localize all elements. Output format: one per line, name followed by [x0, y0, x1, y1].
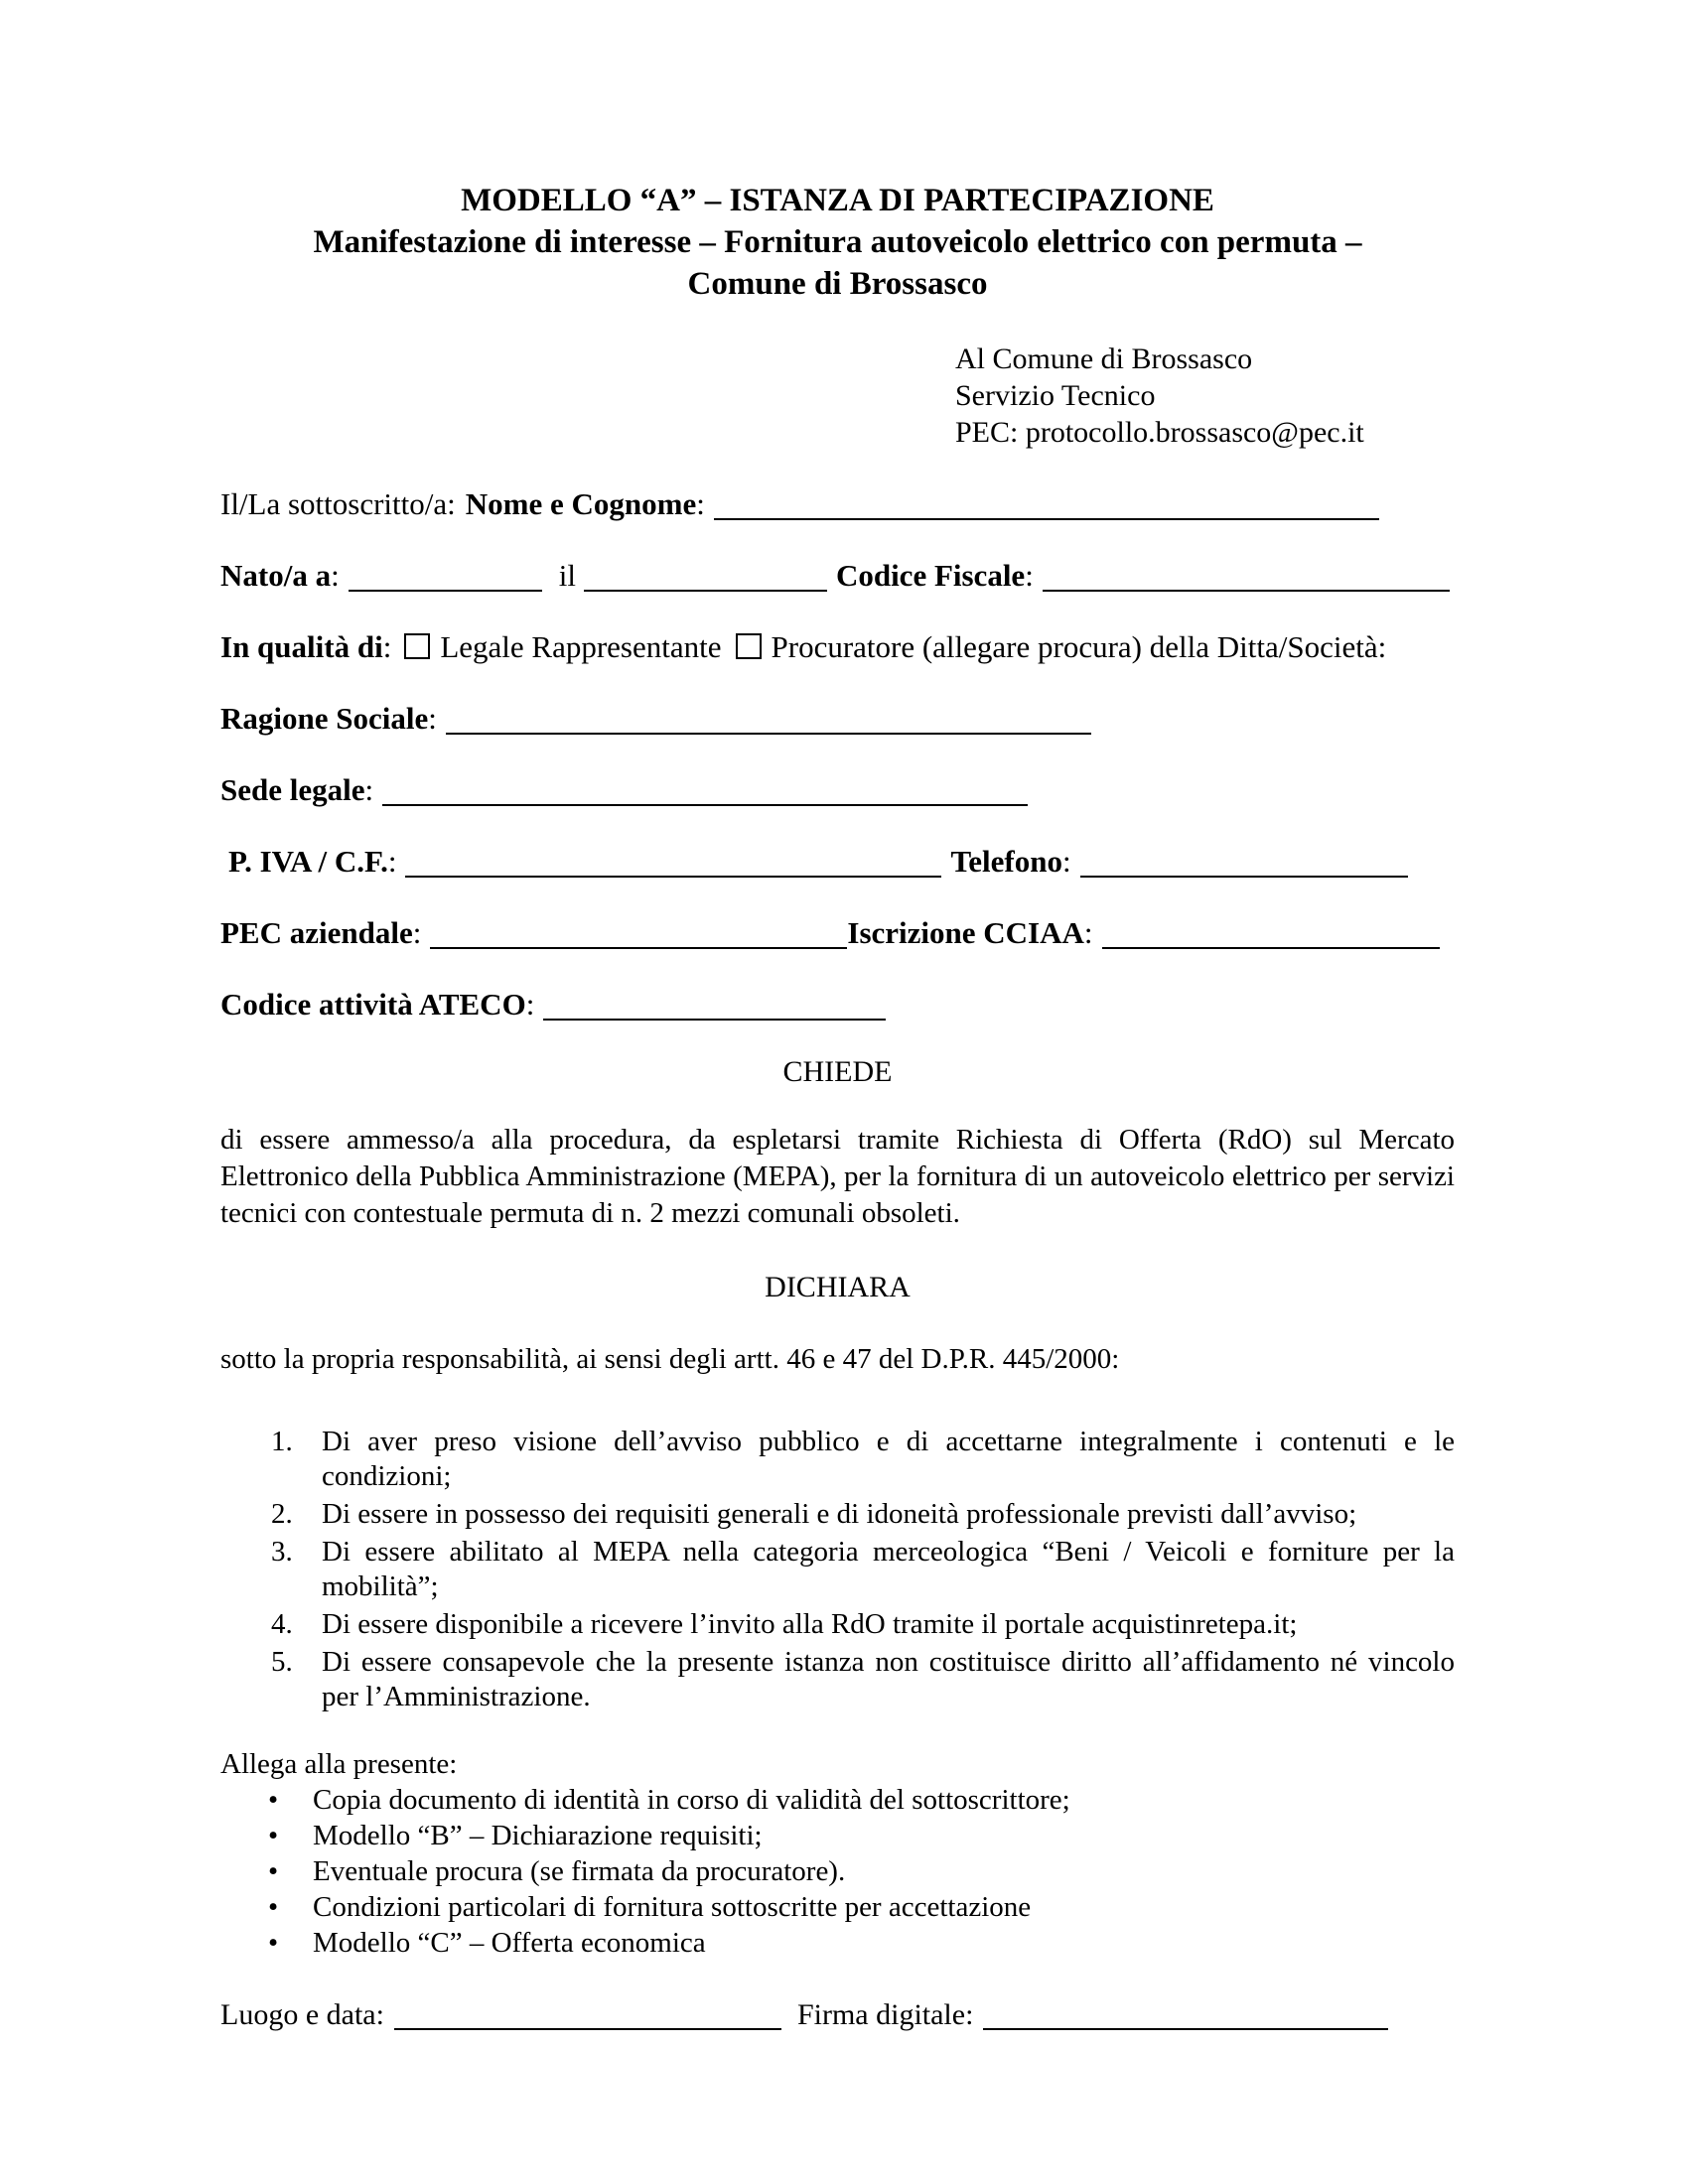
in-qualita-di-label: In qualità di	[220, 629, 383, 664]
attachment-item-5	[220, 1925, 1455, 1961]
ragione-sociale-label: Ragione Sociale	[220, 701, 429, 736]
declaration-item-4	[220, 1607, 1455, 1642]
attachment-item-2	[220, 1818, 1455, 1853]
iscrizione-cciaa-fill-line[interactable]	[1102, 946, 1440, 949]
field-row-ragione-sociale: Ragione Sociale:	[220, 701, 1455, 737]
firma-digitale-label: Firma digitale:	[796, 1998, 974, 2031]
field-row-qualita: In qualità di: Legale Rappresentante Procuratore (allegare procura) della Ditta/Società:	[220, 629, 1387, 664]
declaration-text-5: Di essere consapevole che la presente istanza non costituisce diritto all’affidamento né vincolo per l’Amministrazione.	[322, 1646, 1455, 1712]
telefono-fill-line[interactable]	[1080, 875, 1408, 878]
nato-a-fill-line[interactable]	[349, 589, 542, 592]
bullet-icon: •	[268, 1891, 279, 1923]
declaration-text-4: Di essere disponibile a ricevere l’invito alla RdO tramite il portale acquistinretepa.it;	[322, 1608, 1298, 1640]
attachments-list	[220, 1782, 1455, 1961]
nome-cognome-label: Nome e Cognome	[465, 486, 697, 521]
ragione-sociale-fill-line[interactable]	[446, 732, 1091, 735]
field-row-piva-telefono: P. IVA / C.F.: Telefono:	[220, 844, 1455, 880]
declaration-number-5: 5.	[271, 1646, 293, 1678]
iscrizione-cciaa-label: Iscrizione CCIAA	[847, 915, 1084, 950]
declaration-item-2	[220, 1497, 1455, 1532]
declaration-item-3	[220, 1535, 1455, 1604]
title-line-2: Manifestazione di interesse – Fornitura autoveicolo elettrico con permuta –	[313, 224, 1362, 260]
field-row-nascita: Nato/a a: il Codice Fiscale:	[220, 558, 1455, 594]
declaration-item-5	[220, 1645, 1455, 1714]
telefono-label: Telefono	[950, 844, 1062, 879]
luogo-data-label: Luogo e data:	[220, 1998, 384, 2031]
attachment-item-3	[220, 1853, 1455, 1889]
attachments-heading: Allega alla presente:	[220, 1748, 458, 1780]
declarations-list	[220, 1425, 1455, 1714]
codice-ateco-label: Codice attività ATECO	[220, 987, 526, 1022]
codice-ateco-fill-line[interactable]	[543, 1018, 886, 1021]
sottoscritto-prefix: Il/La sottoscritto/a:	[220, 486, 456, 521]
document-title	[220, 180, 1455, 305]
declaration-number-1: 1.	[271, 1426, 293, 1457]
piva-cf-label: P. IVA / C.F.	[228, 844, 388, 879]
luogo-data-fill-line[interactable]	[394, 2027, 781, 2030]
bullet-icon: •	[268, 1855, 279, 1887]
il-label: il	[558, 558, 576, 593]
piva-cf-fill-line[interactable]	[405, 875, 941, 878]
chiede-heading: CHIEDE	[782, 1055, 893, 1088]
data-nascita-fill-line[interactable]	[584, 589, 827, 592]
nato-a-label: Nato/a a	[220, 558, 332, 593]
declaration-item-1	[220, 1425, 1455, 1494]
field-row-sede-legale: Sede legale:	[220, 772, 1455, 808]
recipient-address	[955, 341, 1455, 451]
pec-aziendale-fill-line[interactable]	[430, 946, 847, 949]
dichiara-heading: DICHIARA	[765, 1271, 911, 1303]
pec-aziendale-label: PEC aziendale	[220, 915, 413, 950]
chiede-paragraph: di essere ammesso/a alla procedura, da espletarsi tramite Richiesta di Offerta (RdO) sul Mercato Elettronico della Pubblica Amministrazione (MEPA), per la fornitura di un autoveicolo elettrico per servizi tecnici con contestuale permuta di n. 2 mezzi comunali obsoleti.	[220, 1124, 1455, 1229]
dichiara-intro: sotto la propria responsabilità, ai sensi degli artt. 46 e 47 del D.P.R. 445/2000:	[220, 1343, 1120, 1375]
attachment-item-4	[220, 1889, 1455, 1925]
bullet-icon: •	[268, 1784, 279, 1816]
codice-fiscale-label: Codice Fiscale	[835, 558, 1026, 593]
title-line-3: Comune di Brossasco	[687, 266, 988, 302]
procuratore-option-label: Procuratore (allegare procura) della Ditta/Società:	[771, 629, 1387, 664]
field-row-ateco: Codice attività ATECO:	[220, 987, 1455, 1023]
field-row-sottoscritto: Il/La sottoscritto/a: Nome e Cognome:	[220, 486, 1455, 522]
title-line-1: MODELLO “A” – ISTANZA DI PARTECIPAZIONE	[461, 183, 1214, 218]
attachment-text-3: Eventuale procura (se firmata da procuratore).	[313, 1855, 846, 1887]
procuratore-checkbox[interactable]	[736, 633, 762, 659]
attachment-text-4: Condizioni particolari di fornitura sottoscritte per accettazione	[313, 1891, 1032, 1923]
nome-cognome-fill-line[interactable]	[714, 517, 1379, 520]
sede-legale-label: Sede legale	[220, 772, 365, 807]
attachment-text-5: Modello “C” – Offerta economica	[313, 1927, 706, 1959]
declaration-text-3: Di essere abilitato al MEPA nella categoria merceologica “Beni / Veicoli e forniture per la mobilità”;	[322, 1536, 1455, 1602]
signature-row	[220, 1996, 1455, 2033]
attachment-text-1: Copia documento di identità in corso di validità del sottoscrittore;	[313, 1784, 1070, 1816]
codice-fiscale-fill-line[interactable]	[1043, 589, 1450, 592]
recipient-line-3: PEC: protocollo.brossasco@pec.it	[955, 416, 1364, 449]
declaration-text-2: Di essere in possesso dei requisiti generali e di idoneità professionale previsti dall’avviso;	[322, 1498, 1357, 1530]
declaration-text-1: Di aver preso visione dell’avviso pubblico e di accettarne integralmente i contenuti e le condizioni;	[322, 1426, 1455, 1492]
attachment-item-1	[220, 1782, 1455, 1818]
recipient-line-2: Servizio Tecnico	[955, 379, 1156, 412]
declaration-number-4: 4.	[271, 1608, 293, 1640]
field-row-pec-cciaa: PEC aziendale: Iscrizione CCIAA:	[220, 915, 1455, 951]
attachment-text-2: Modello “B” – Dichiarazione requisiti;	[313, 1820, 763, 1851]
bullet-icon: •	[268, 1820, 279, 1851]
recipient-line-1: Al Comune di Brossasco	[955, 342, 1253, 375]
bullet-icon: •	[268, 1927, 279, 1959]
firma-digitale-fill-line[interactable]	[983, 2027, 1388, 2030]
sede-legale-fill-line[interactable]	[382, 803, 1028, 806]
declaration-number-3: 3.	[271, 1536, 293, 1568]
legale-rappresentante-option-label: Legale Rappresentante	[440, 629, 722, 664]
declaration-number-2: 2.	[271, 1498, 293, 1530]
legale-rappresentante-checkbox[interactable]	[404, 633, 430, 659]
